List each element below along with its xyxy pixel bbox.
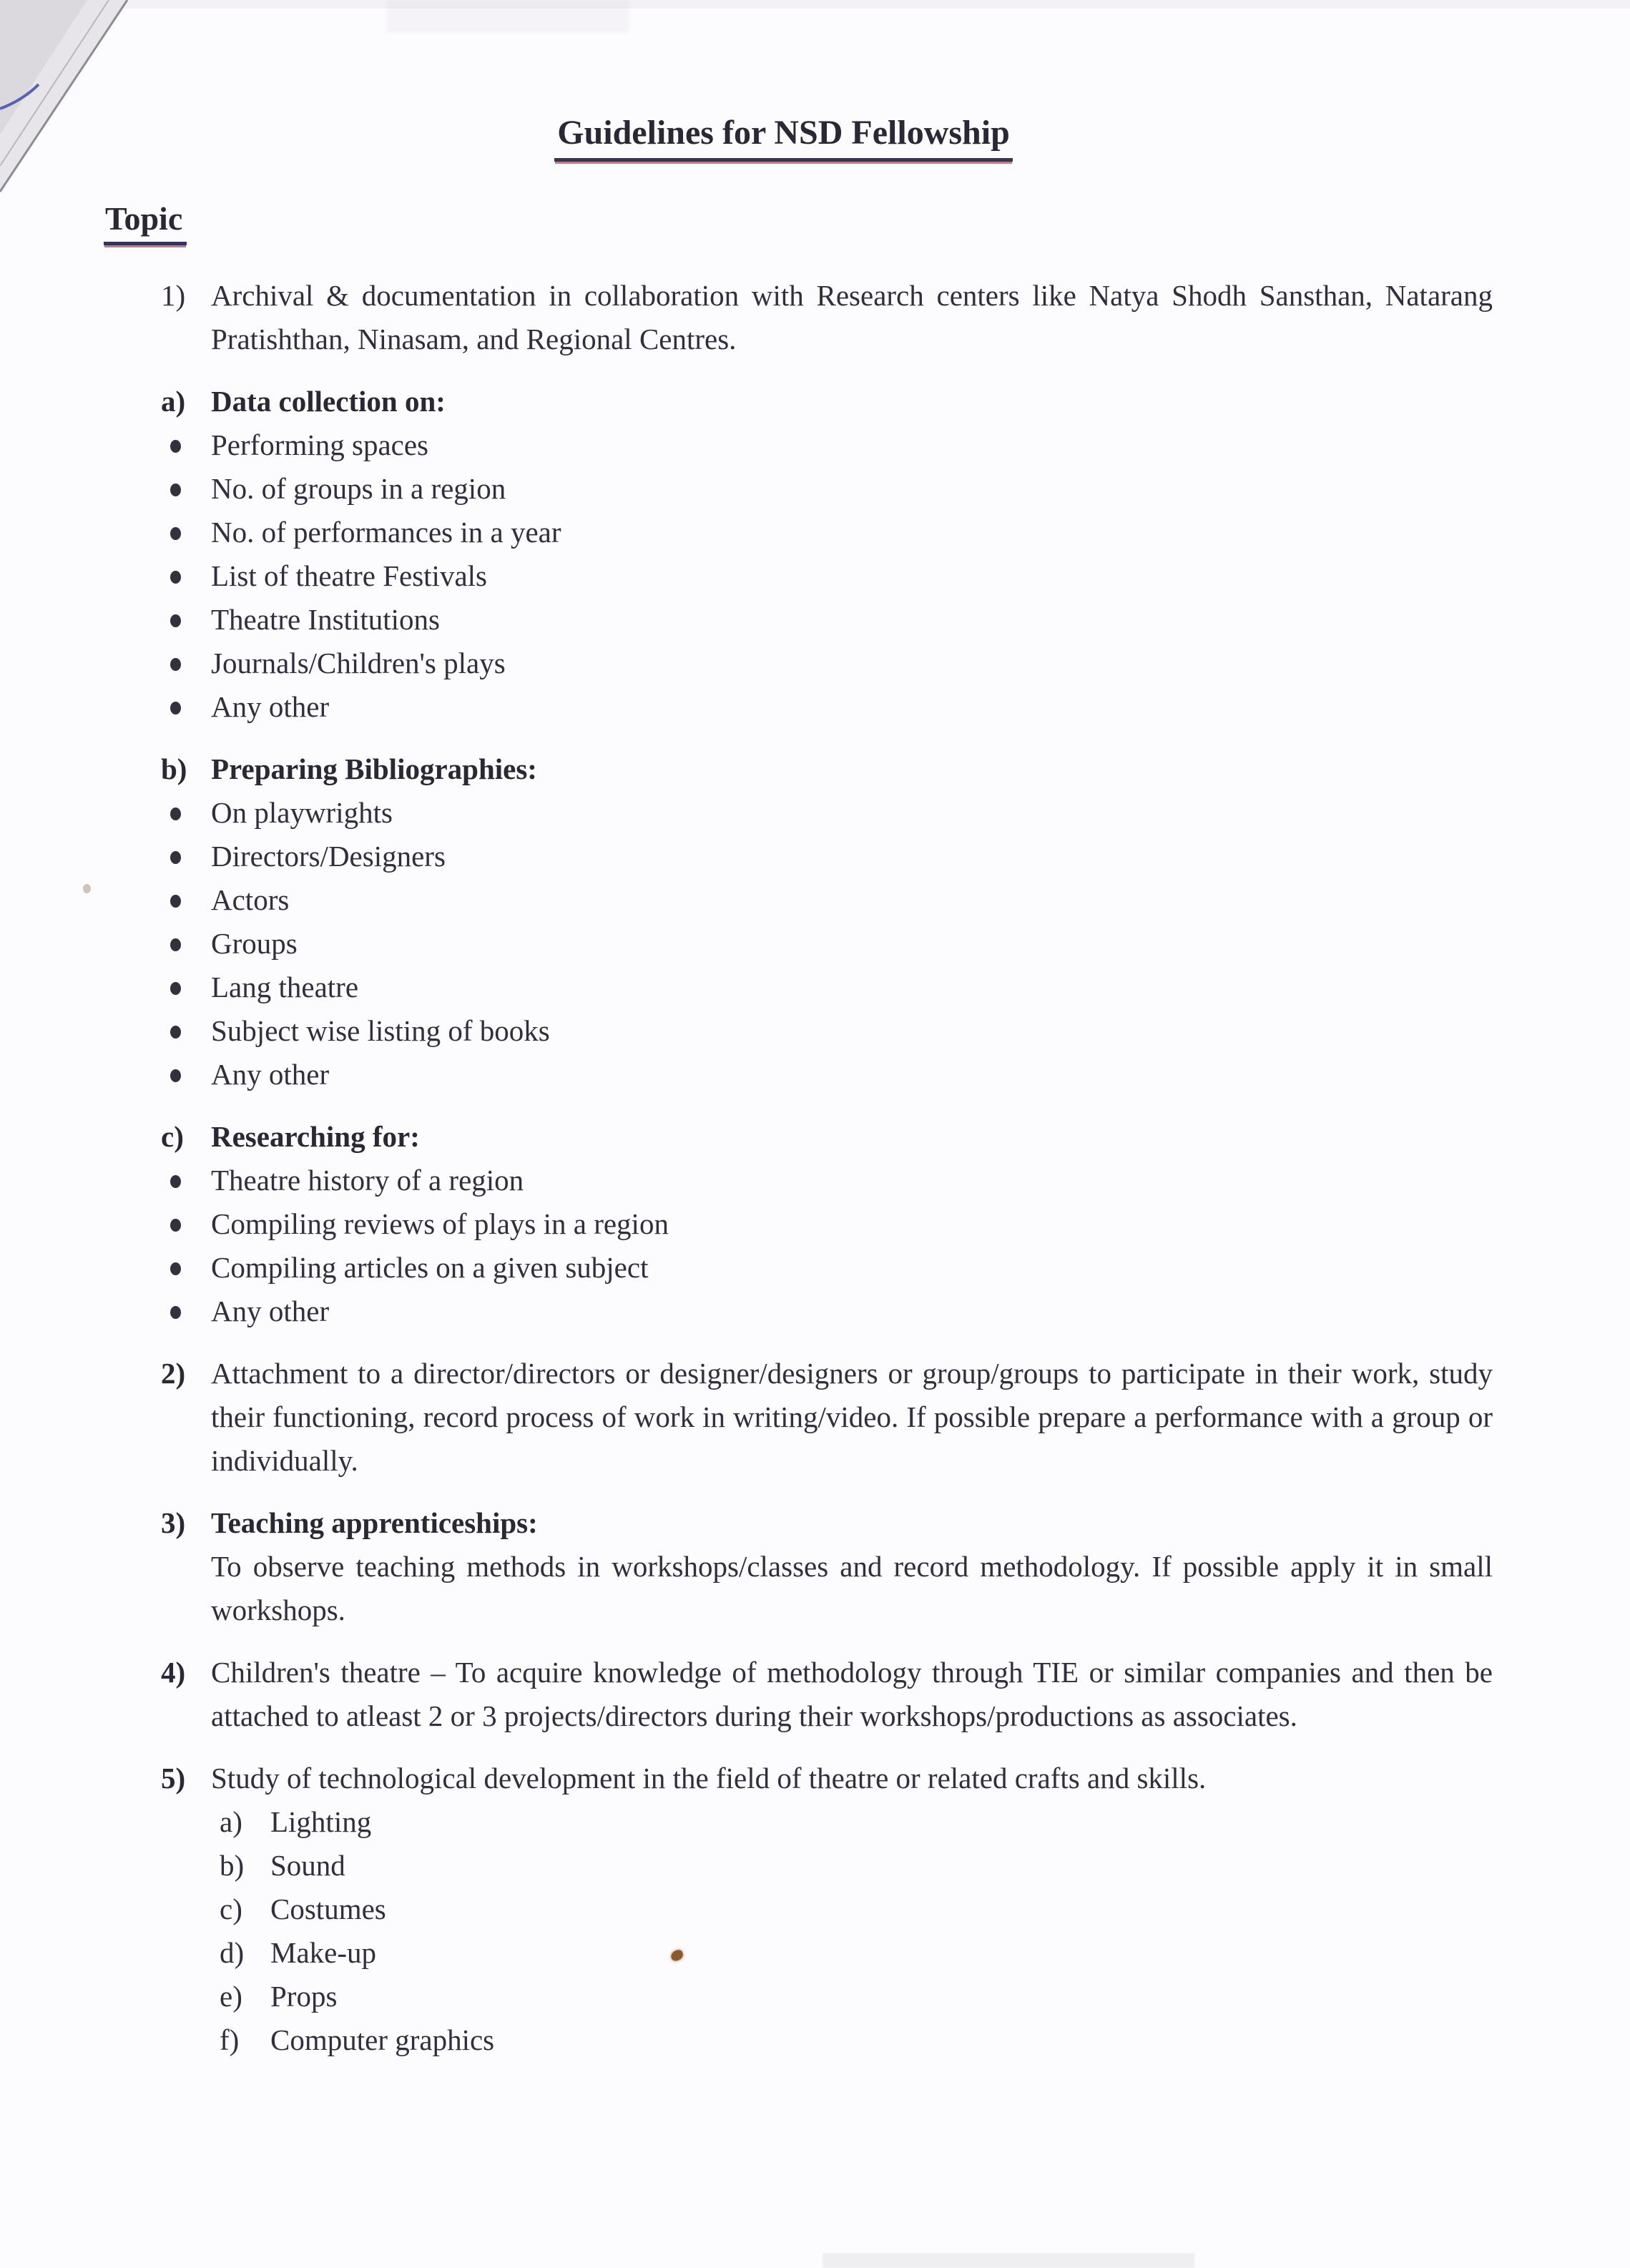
section-c-heading — [161, 1115, 1493, 1159]
bullet-item — [161, 423, 1493, 467]
bullet-item — [161, 1290, 1493, 1333]
item-text: To observe teaching methods in workshops/classes and record methodology. If possible apply it in small workshops. — [211, 1550, 1493, 1626]
bullet-item — [161, 878, 1493, 922]
item-marker: 2) — [161, 1357, 186, 1390]
bullet-item — [161, 554, 1493, 598]
page-title: Guidelines for NSD Fellowship — [554, 113, 1013, 162]
bullet-icon — [170, 895, 181, 908]
section-marker: b) — [161, 752, 187, 785]
bullet-item — [161, 1159, 1493, 1202]
numbered-item-4 — [161, 1651, 1493, 1738]
bullet-text: No. of performances in a year — [211, 516, 561, 549]
bullet-icon — [170, 614, 181, 627]
sub-item — [161, 1844, 1493, 1887]
bullet-text: Compiling reviews of plays in a region — [211, 1207, 669, 1240]
bullet-icon — [170, 1069, 181, 1082]
bullet-item — [161, 922, 1493, 966]
scanner-bottom-shadow — [823, 2253, 1194, 2268]
bullet-item — [161, 1053, 1493, 1096]
section-b-bullets — [161, 791, 1493, 1096]
bullet-text: Compiling articles on a given subject — [211, 1251, 649, 1284]
bullet-text: Any other — [211, 690, 330, 723]
sub-item-marker: d) — [220, 1936, 245, 1969]
item-text: Study of technological development in the field of theatre or related crafts and skills. — [211, 1762, 1207, 1795]
sub-item — [161, 1887, 1493, 1931]
section-title: Preparing Bibliographies: — [211, 752, 537, 785]
scan-smudge — [386, 0, 629, 33]
section-c-bullets — [161, 1159, 1493, 1333]
numbered-item-1 — [161, 274, 1493, 361]
sub-item-marker: c) — [220, 1893, 242, 1925]
sub-item — [161, 1800, 1493, 1844]
section-title: Data collection on: — [211, 385, 446, 418]
bullet-icon — [170, 1306, 181, 1319]
numbered-item-5 — [161, 1757, 1493, 1800]
bullet-item — [161, 1009, 1493, 1053]
bullet-icon — [170, 982, 181, 995]
sub-item-marker: b) — [220, 1849, 245, 1882]
bullet-item — [161, 467, 1493, 511]
section-marker: a) — [161, 385, 186, 418]
bullet-text: Subject wise listing of books — [211, 1014, 550, 1047]
bullet-item — [161, 835, 1493, 878]
item-marker: 5) — [161, 1762, 186, 1795]
bullet-text: Theatre history of a region — [211, 1164, 524, 1197]
sub-item-label: Props — [270, 1980, 338, 2013]
section-marker: c) — [161, 1120, 184, 1153]
section-a-bullets — [161, 423, 1493, 729]
item-text: Archival & documentation in collaboration with Research centers like Natya Shodh Sansthan, Natarang Pratishthan, Ninasam, and Regional Centres. — [211, 279, 1493, 355]
topic-heading: Topic — [104, 200, 1630, 245]
document-body — [161, 274, 1493, 2062]
sub-item — [161, 1975, 1493, 2018]
scan-dot — [83, 884, 91, 893]
section-b-heading — [161, 747, 1493, 791]
bullet-icon — [170, 440, 181, 453]
bullet-icon — [170, 483, 181, 496]
section-title: Researching for: — [211, 1120, 420, 1153]
bullet-item — [161, 1246, 1493, 1290]
sub-item — [161, 2018, 1493, 2062]
bullet-item — [161, 685, 1493, 729]
sub-item-marker: e) — [220, 1980, 242, 2013]
bullet-item — [161, 791, 1493, 835]
bullet-icon — [170, 658, 181, 671]
sub-item-marker: a) — [220, 1805, 242, 1838]
bullet-icon — [170, 1026, 181, 1039]
bullet-text: No. of groups in a region — [211, 472, 506, 505]
bullet-text: Lang theatre — [211, 971, 359, 1003]
item-text: Attachment to a director/directors or designer/designers or group/groups to participate in their work, study their functioning, record process of work in writing/video. If possible prepare a performance with a group or individually. — [211, 1357, 1493, 1477]
bullet-icon — [170, 1219, 181, 1232]
bullet-text: Any other — [211, 1058, 330, 1091]
item-marker: 4) — [161, 1656, 186, 1689]
sub-item-marker: f) — [220, 2023, 240, 2056]
bullet-text: Any other — [211, 1295, 330, 1327]
bullet-icon — [170, 571, 181, 584]
sub-item-label: Sound — [270, 1849, 345, 1882]
sub-item-label: Lighting — [270, 1805, 372, 1838]
bullet-item — [161, 642, 1493, 685]
sub-item-label: Make-up — [270, 1936, 377, 1969]
numbered-item-2 — [161, 1352, 1493, 1483]
bullet-icon — [170, 1175, 181, 1188]
bullet-text: Actors — [211, 883, 290, 916]
bullet-item — [161, 1202, 1493, 1246]
bullet-text: Directors/Designers — [211, 840, 446, 873]
sub-item-label: Costumes — [270, 1893, 386, 1925]
bullet-text: List of theatre Festivals — [211, 559, 487, 592]
bullet-icon — [170, 527, 181, 540]
item-heading: Teaching apprenticeships: — [211, 1506, 538, 1539]
bullet-item — [161, 598, 1493, 642]
sub-item-label: Computer graphics — [270, 2023, 495, 2056]
section-a-heading — [161, 380, 1493, 423]
bullet-icon — [170, 807, 181, 820]
bullet-text: Groups — [211, 927, 298, 960]
bullet-text: Theatre Institutions — [211, 603, 440, 636]
page-corner-fold — [0, 0, 358, 308]
item-5-sublist — [161, 1800, 1493, 2062]
item-text: Children's theatre – To acquire knowledge of methodology through TIE or similar companies and then be attached to atleast 2 or 3 projects/directors during their workshops/productions as associates. — [211, 1656, 1493, 1732]
sub-item — [161, 1931, 1493, 1975]
item-marker: 3) — [161, 1506, 186, 1539]
bullet-icon — [170, 938, 181, 951]
item-marker: 1) — [161, 279, 186, 312]
bullet-icon — [170, 702, 181, 715]
bullet-text: On playwrights — [211, 796, 393, 829]
bullet-item — [161, 966, 1493, 1009]
bullet-item — [161, 511, 1493, 554]
bullet-text: Journals/Children's plays — [211, 647, 506, 679]
numbered-item-3 — [161, 1501, 1493, 1632]
bullet-icon — [170, 851, 181, 864]
bullet-icon — [170, 1262, 181, 1275]
bullet-text: Performing spaces — [211, 428, 428, 461]
